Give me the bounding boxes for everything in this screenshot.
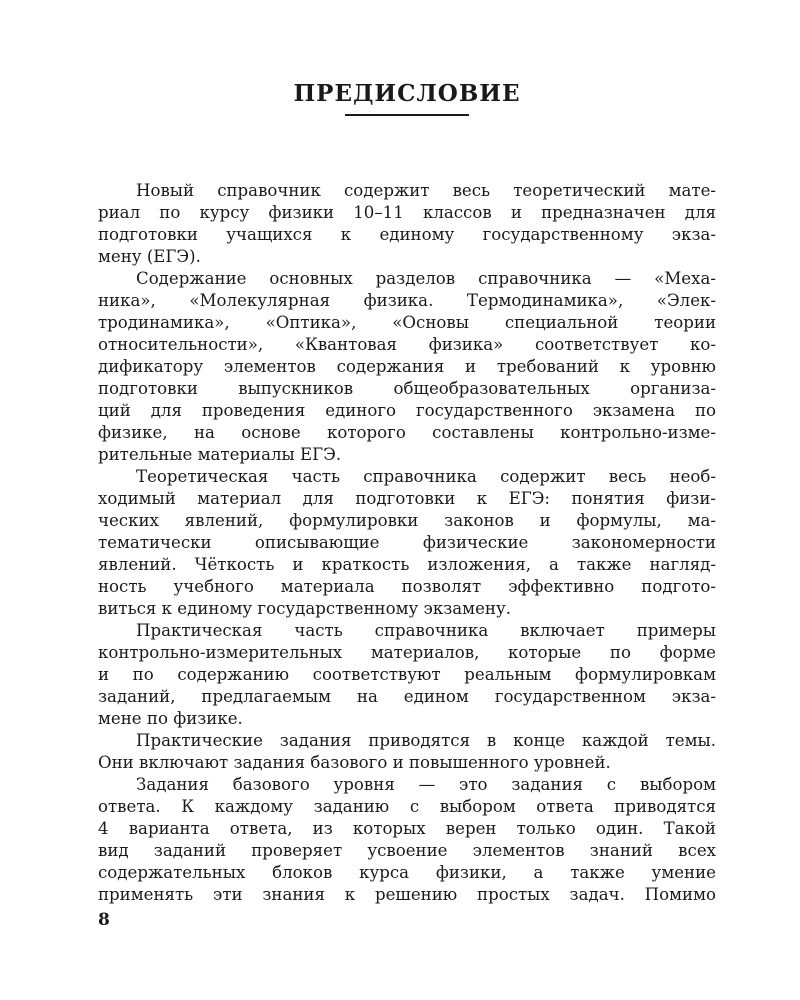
text-line: применять эти знания к решению простых задач. Помимо <box>98 885 716 904</box>
text-line: ходимый материал для подготовки к ЕГЭ: понятия физи- <box>98 489 716 508</box>
text-line: 4 варианта ответа, из которых верен только один. Такой <box>98 819 716 838</box>
text-line: Содержание основных разделов справочника — «Меха- <box>136 269 716 288</box>
text-line: и по содержанию соответствуют реальным формулировкам <box>98 665 716 684</box>
text-line: Новый справочник содержит весь теоретический мате- <box>136 181 716 200</box>
text-line: относительности», «Квантовая физика» соответствует ко- <box>98 335 716 354</box>
text-line: заданий, предлагаемым на едином государственном экза- <box>98 687 716 706</box>
text-line: физике, на основе которого составлены контрольно-изме- <box>98 423 716 442</box>
text-line: ответа. К каждому заданию с выбором ответа приводятся <box>98 797 716 816</box>
text-line: содержательных блоков курса физики, а также умение <box>98 863 716 882</box>
text-line: Практические задания приводятся в конце каждой темы. <box>136 731 716 750</box>
page-number: 8 <box>98 910 110 930</box>
text-line: ника», «Молекулярная физика. Термодинамика», «Элек- <box>98 291 716 310</box>
preface-text <box>98 180 716 906</box>
text-line: вид заданий проверяет усвоение элементов знаний всех <box>98 841 716 860</box>
text-line: контрольно-измерительных материалов, которые по форме <box>98 643 716 662</box>
text-line: ческих явлений, формулировки законов и формулы, ма- <box>98 511 716 530</box>
text-line: ций для проведения единого государственного экзамена по <box>98 401 716 420</box>
text-line: подготовки учащихся к единому государственному экза- <box>98 225 716 244</box>
text-line: подготовки выпускников общеобразовательных организа- <box>98 379 716 398</box>
text-line: тродинамика», «Оптика», «Основы специальной теории <box>98 313 716 332</box>
text-line: дификатору элементов содержания и требований к уровню <box>98 357 716 376</box>
page-content <box>98 78 716 906</box>
text-line: Задания базового уровня — это задания с выбором <box>136 775 716 794</box>
text-line: Они включают задания базового и повышенного уровней. <box>98 753 611 772</box>
text-line: мену (ЕГЭ). <box>98 247 201 266</box>
text-line: Практическая часть справочника включает примеры <box>136 621 716 640</box>
page-title: ПРЕДИСЛОВИЕ <box>293 80 521 107</box>
title-underline <box>345 114 469 116</box>
text-line: риал по курсу физики 10–11 классов и предназначен для <box>98 203 716 222</box>
text-line: мене по физике. <box>98 709 243 728</box>
text-line: Теоретическая часть справочника содержит весь необ- <box>136 467 716 486</box>
text-line: рительные материалы ЕГЭ. <box>98 445 342 464</box>
text-line: ность учебного материала позволят эффективно подгото- <box>98 577 716 596</box>
text-line: тематически описывающие физические закономерности <box>98 533 716 552</box>
text-line: виться к единому государственному экзамену. <box>98 599 511 618</box>
text-line: явлений. Чёткость и краткость изложения, а также нагляд- <box>98 555 716 574</box>
